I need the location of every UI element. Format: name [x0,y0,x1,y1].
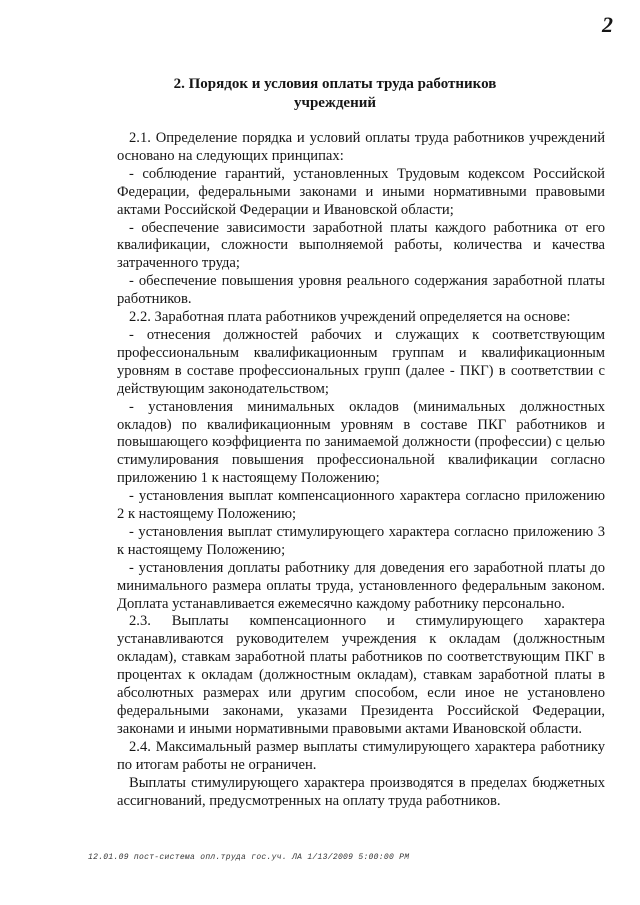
paragraph: 2.3. Выплаты компенсационного и стимулирующего характера устанавливаются руководителем учреждения к окладам (должностным окладам), ставкам заработной платы работников по соответствующим ПКГ в процентах к окладам (должностным окладам), ставкам заработной платы в абсолютных размерах или другим способом, если иное не установлено федеральными законами, указами Президента Российской Федерации, законами и иными нормативными правовыми актами Ивановской области. [117,613,605,737]
section-title: 2. Порядок и условия оплаты труда работников учреждений [173,76,497,111]
paragraph: 2.4. Максимальный размер выплаты стимулирующего характера работнику по итогам работы не ограничен. [117,738,605,773]
paragraph: - отнесения должностей рабочих и служащих к соответствующим профессиональным квалификационным группам и квалификационным уровням в составе профессиональных групп (далее - ПКГ) в соответствии с действующим законодательством; [117,326,605,397]
paragraph: 2.1. Определение порядка и условий оплаты труда работников учреждений основано на следующих принципах: [117,130,605,164]
paragraph: - установления доплаты работнику для доведения его заработной платы до минимального размера оплаты труда, установленного федеральным законом. Доплата устанавливается ежемесячно каждому работнику персонально. [117,559,605,612]
paragraph: - установления выплат стимулирующего характера согласно приложению 3 к настоящему Положению; [117,523,605,558]
paragraph: - обеспечение повышения уровня реального содержания заработной платы работников. [117,273,605,308]
paragraph: - установления выплат компенсационного характера согласно приложению 2 к настоящему Положению; [117,488,605,523]
document-body [117,130,605,810]
paragraph: - обеспечение зависимости заработной платы каждого работника от его квалификации, сложности выполняемой работы, количества и качества затраченного труда; [117,219,605,272]
footer-file-stamp: 12.01.09 пост-система опл.труда гос.уч. ЛА 1/13/2009 5:00:00 PM [88,853,410,862]
paragraph: - установления минимальных окладов (минимальных должностных окладов) по квалификационным уровням в составе ПКГ работников и повышающего коэффициента по занимаемой должности (профессии) с целью стимулирования повышения профессиональной квалификации согласно приложению 1 к настоящему Положению; [117,398,605,487]
page-number: 2 [602,12,613,37]
paragraph: Выплаты стимулирующего характера производятся в пределах бюджетных ассигнований, предусмотренных на оплату труда работников. [117,774,605,809]
paragraph: - соблюдение гарантий, установленных Трудовым кодексом Российской Федерации, федеральными законами и иными нормативными правовыми актами Российской Федерации и Ивановской области; [117,165,605,218]
paragraph: 2.2. Заработная плата работников учреждений определяется на основе: [129,309,571,326]
